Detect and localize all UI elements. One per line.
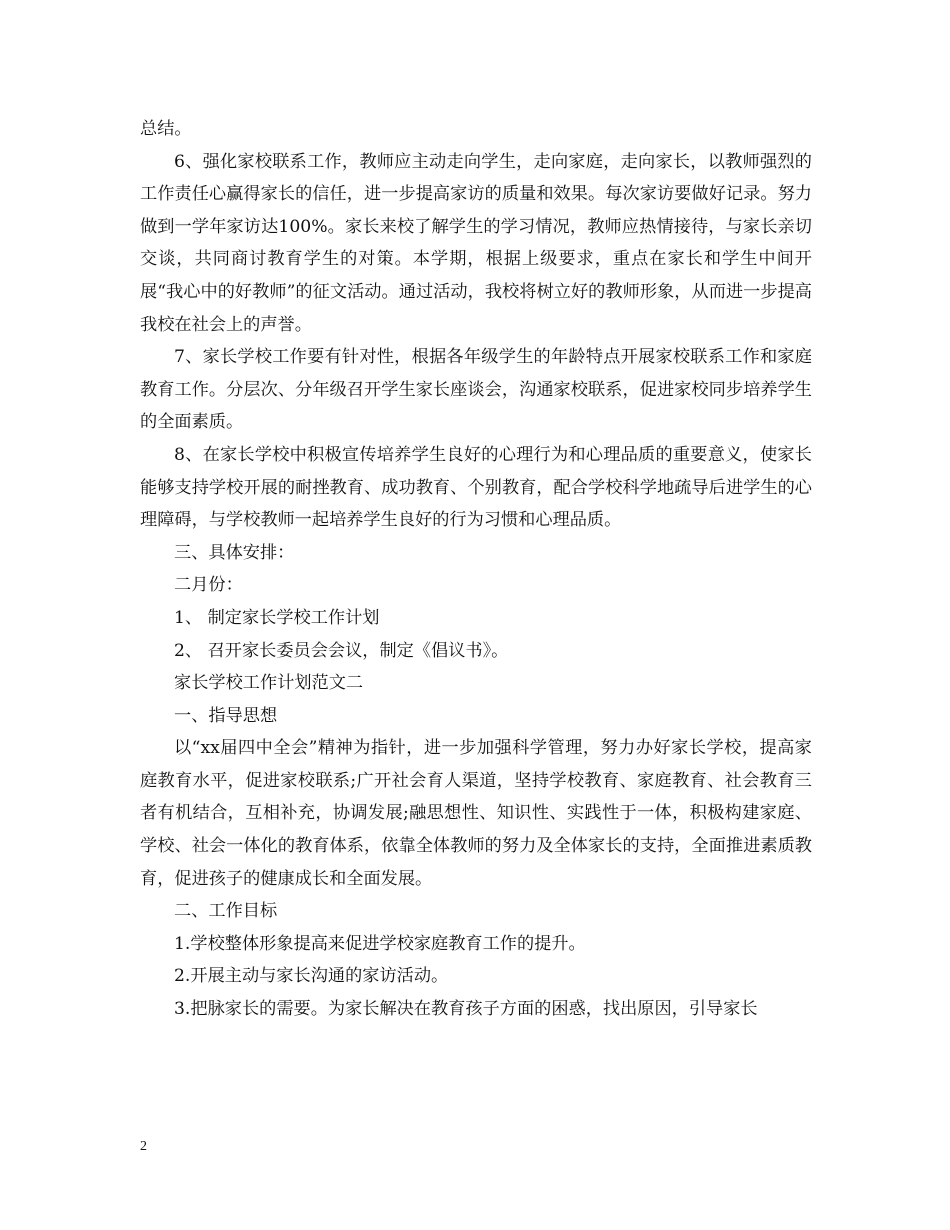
document-body	[140, 113, 812, 1026]
paragraph-item-7: 7、家长学校工作要有针对性，根据各年级学生的年龄特点开展家校联系工作和家庭教育工作。分层次、分年级召开学生家长座谈会，沟通家校联系，促进家校同步培养学生的全面素质。	[140, 347, 812, 433]
paragraph-item-8: 8、在家长学校中积极宣传培养学生良好的心理行为和心理品质的重要意义，使家长能够支持学校开展的耐挫教育、成功教育、个别教育，配合学校科学地疏导后进学生的心理障碍，与学校教师一起培养学生良好的行为习惯和心理品质。	[140, 444, 812, 531]
section-heading-work-goals: 二、工作目标	[174, 901, 278, 922]
list-item-plan: 1、 制定家长学校工作计划	[174, 607, 380, 628]
goal-item-3: 3.把脉家长的需要。为家长解决在教育孩子方面的困惑，找出原因，引导家长	[174, 999, 758, 1020]
document-title-sample-two: 家长学校工作计划范文二	[174, 673, 364, 694]
section-heading-specific-arrangement: 三、具体安排：	[174, 542, 295, 563]
goal-item-1: 1.学校整体形象提高来促进学校家庭教育工作的提升。	[174, 933, 586, 954]
page-number: 2	[140, 1139, 147, 1154]
month-heading-february: 二月份：	[174, 575, 243, 596]
paragraph-summary-end: 总结。	[140, 119, 192, 139]
goal-item-2: 2.开展主动与家长沟通的家访活动。	[174, 966, 449, 987]
paragraph-item-6: 6、强化家校联系工作，教师应主动走向学生，走向家庭，走向家长，以教师强烈的工作责任心赢得家长的信任，进一步提高家访的质量和效果。每次家访要做好记录。努力做到一学年家访达100%。家长来校了解学生的学习情况，教师应热情接待，与家长亲切交谈，共同商讨教育学生的对策。本学期，根据上级要求，重点在家长和学生中间开展“我心中的好教师”的征文活动。通过活动，我校将树立好的教师形象，从而进一步提高我校在社会上的声誉。	[140, 151, 812, 335]
paragraph-guiding-ideology: 以“xx届四中全会”精神为指针，进一步加强科学管理，努力办好家长学校，提高家庭教育水平，促进家校联系;广开社会育人渠道，坚持学校教育、家庭教育、社会教育三者有机结合，互相补充，协调发展;融思想性、知识性、实践性于一体，积极构建家庭、学校、社会一体化的教育体系，依靠全体教师的努力及全体家长的支持，全面推进素质教育，促进孩子的健康成长和全面发展。	[140, 738, 812, 889]
section-heading-guiding-ideology: 一、指导思想	[174, 705, 278, 726]
list-item-meeting: 2、 召开家长委员会会议，制定《倡议书》。	[174, 640, 509, 661]
